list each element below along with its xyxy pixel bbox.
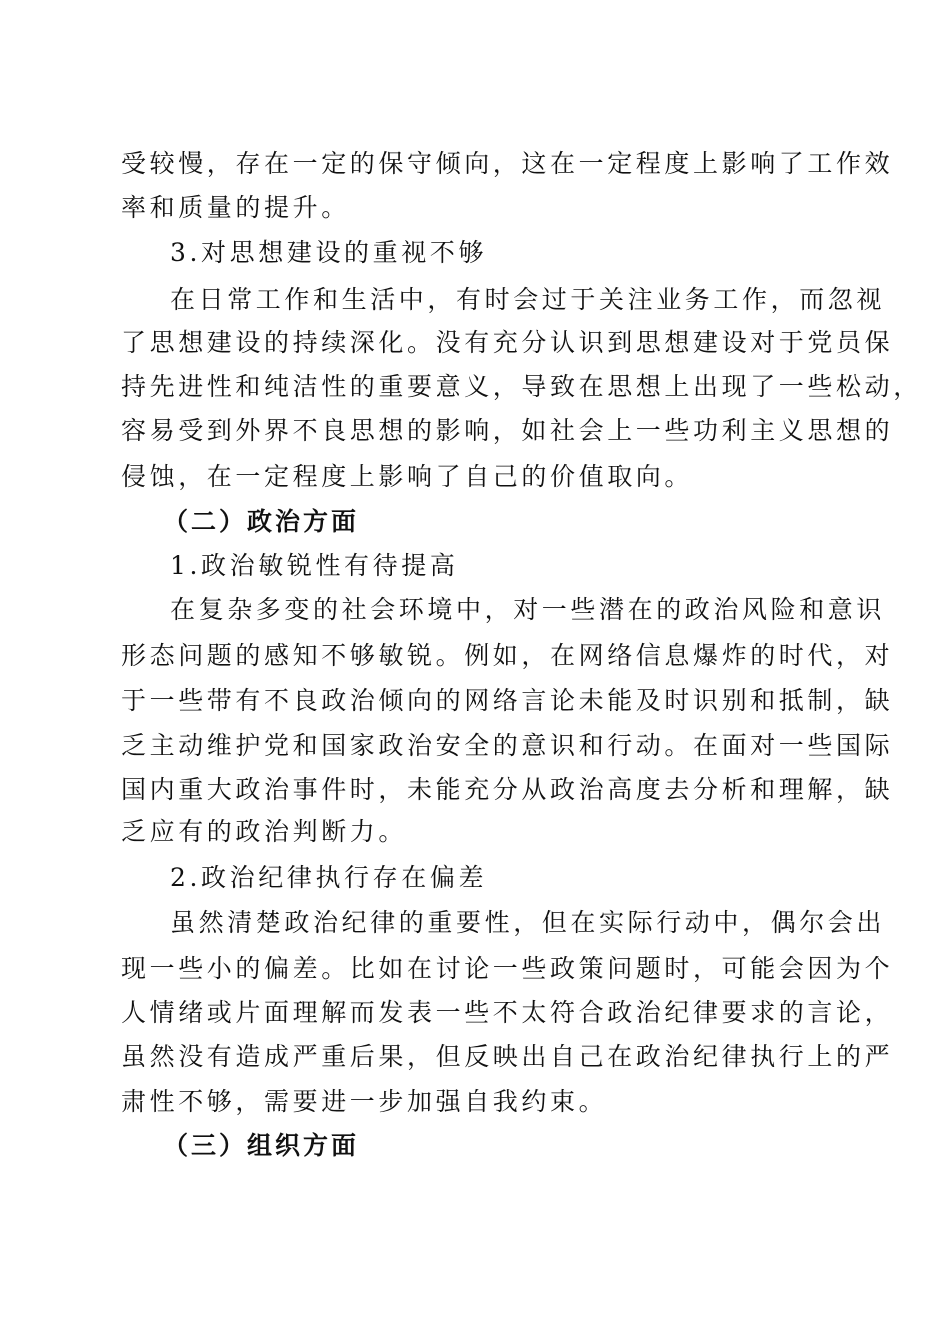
body-line: 乏主动维护党和国家政治安全的意识和行动。在面对一些国际 xyxy=(121,731,894,760)
body-line: 形态问题的感知不够敏锐。例如，在网络信息爆炸的时代，对 xyxy=(121,641,894,670)
section-heading: （二）政治方面 xyxy=(163,507,360,536)
body-line: 于一些带有不良政治倾向的网络言论未能及时识别和抵制，缺 xyxy=(121,686,894,715)
body-line: 在日常工作和生活中，有时会过于关注业务工作，而忽视 xyxy=(170,285,886,314)
body-line: 乏应有的政治判断力。 xyxy=(121,817,408,846)
subsection-heading: 3.对思想建设的重视不够 xyxy=(170,238,488,267)
body-line: 在复杂多变的社会环境中，对一些潜在的政治风险和意识 xyxy=(170,595,886,624)
body-line: 虽然没有造成严重后果，但反映出自己在政治纪律执行上的严 xyxy=(121,1042,894,1071)
body-line: 受较慢，存在一定的保守倾向，这在一定程度上影响了工作效 xyxy=(121,149,894,178)
subsection-heading: 1.政治敏锐性有待提高 xyxy=(170,551,459,580)
body-line: 肃性不够，需要进一步加强自我约束。 xyxy=(121,1087,608,1116)
subsection-heading: 2.政治纪律执行存在偏差 xyxy=(170,863,488,892)
body-line: 了思想建设的持续深化。没有充分认识到思想建设对于党员保 xyxy=(121,328,894,357)
body-line: 虽然清楚政治纪律的重要性，但在实际行动中，偶尔会出 xyxy=(170,908,886,937)
body-line: 人情绪或片面理解而发表一些不太符合政治纪律要求的言论， xyxy=(121,998,894,1027)
body-line: 容易受到外界不良思想的影响，如社会上一些功利主义思想的 xyxy=(121,416,894,445)
section-heading: （三）组织方面 xyxy=(163,1131,360,1160)
body-line: 侵蚀，在一定程度上影响了自己的价值取向。 xyxy=(121,462,694,491)
body-line: 持先进性和纯洁性的重要意义，导致在思想上出现了一些松动， xyxy=(121,372,922,401)
body-line: 国内重大政治事件时，未能充分从政治高度去分析和理解，缺 xyxy=(121,775,894,804)
body-line: 率和质量的提升。 xyxy=(121,193,350,222)
body-line: 现一些小的偏差。比如在讨论一些政策问题时，可能会因为个 xyxy=(121,954,894,983)
